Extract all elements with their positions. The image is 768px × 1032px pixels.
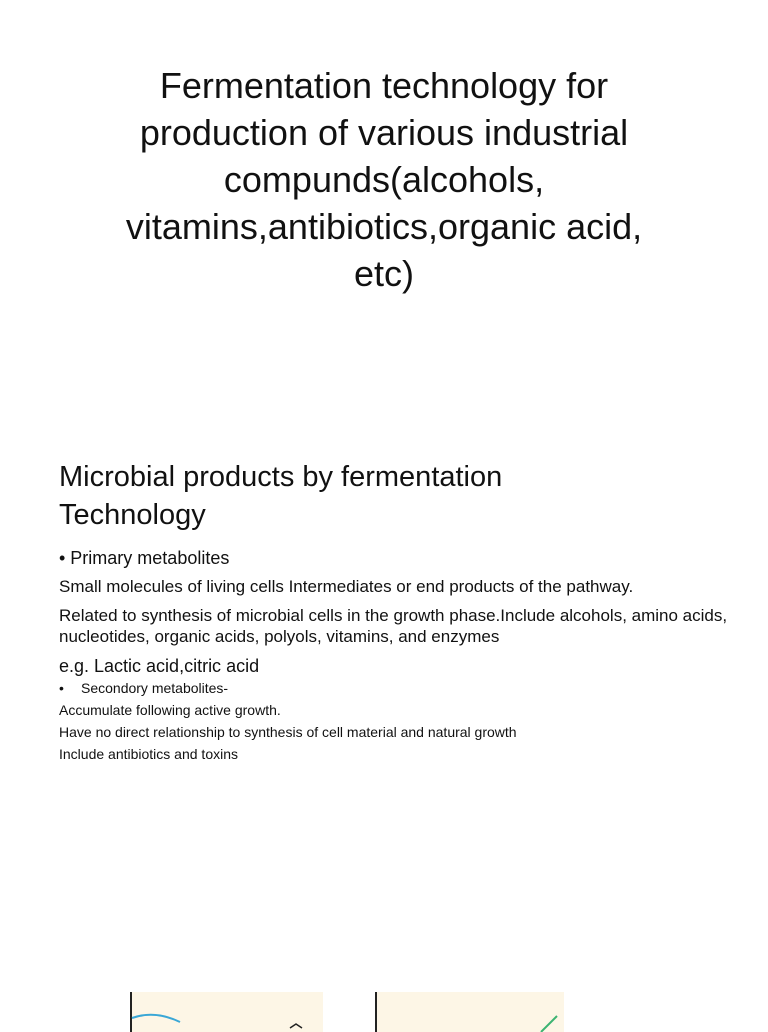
secondary-line-2: Have no direct relationship to synthesis of cell material and natural growth: [59, 724, 517, 740]
bullet-dot: •: [59, 680, 64, 696]
title-line-1: Fermentation technology for: [159, 65, 609, 106]
left-chart-curve: [132, 1015, 180, 1022]
primary-example: e.g. Lactic acid,citric acid: [59, 656, 260, 676]
title-line-3: compunds(alcohols,: [223, 159, 545, 200]
secondary-line-3: Include antibiotics and toxins: [59, 746, 238, 762]
heading-line-1: Microbial products by fermentation: [59, 461, 503, 493]
title-line-5: etc): [353, 253, 414, 294]
left-chart-mark: [290, 1024, 302, 1028]
secondary-bullet-label: Secondory metabolites-: [81, 680, 229, 696]
slide-body: [59, 547, 739, 765]
slide-microbial-products: [0, 420, 768, 840]
presentation-title: [60, 62, 708, 297]
growth-curve-left-graphic: [130, 992, 323, 1032]
growth-curve-right-graphic: [375, 992, 564, 1032]
title-line-4: vitamins,antibiotics,organic acid,: [125, 206, 643, 247]
growth-curve-chart-left: [130, 992, 323, 1032]
primary-related-text: Related to synthesis of microbial cells in the growth phase.Include alcohols, amino acids, nucleotides, organic acids, polyols, vitamins, and enzymes: [59, 606, 728, 646]
heading-line-2: Technology: [59, 499, 206, 531]
primary-metabolites-bullet: • Primary metabolites: [59, 548, 230, 568]
slide-title: [0, 0, 768, 400]
secondary-metabolites-bullet: [59, 679, 739, 697]
slide-growth-curves: [0, 860, 768, 1024]
secondary-line-1: Accumulate following active growth.: [59, 702, 281, 718]
growth-curve-chart-right: [375, 992, 564, 1032]
slide-heading: [59, 458, 709, 534]
title-line-2: production of various industrial: [139, 112, 629, 153]
right-chart-curve: [541, 1016, 557, 1032]
primary-definition: Small molecules of living cells Intermediates or end products of the pathway.: [59, 577, 634, 596]
